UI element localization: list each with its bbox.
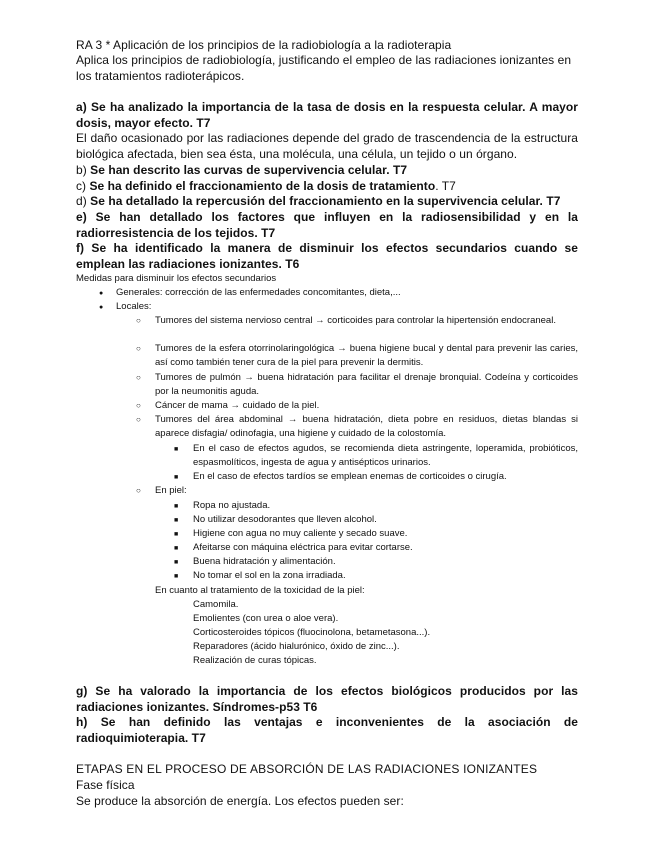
circle-bullet-icon xyxy=(136,342,141,356)
piel-label: En piel: xyxy=(155,485,187,496)
toxicity-item: Realización de curas tópicas. xyxy=(193,655,317,666)
toxicity-item: Corticosteroides tópicos (fluocinolona, betametasona...). xyxy=(193,627,431,638)
square-bullet-icon xyxy=(174,569,178,584)
criterion-f: f) Se ha identificado la manera de disminuir los efectos secundarios cuando se emplean las radiaciones ionizantes. T6 xyxy=(76,241,578,271)
piel-item: Ropa no ajustada. xyxy=(193,500,271,511)
square-bullet-icon xyxy=(174,470,178,485)
criterion-a-text: El daño ocasionado por las radiaciones depende del grado de trascendencia de la estructura biológica afectada, bien sea ésta, una molécula, una célula, un tejido o un órgano. xyxy=(76,131,578,161)
criterion-h: h) Se han definido las ventajas e inconvenientes de la asociación de radioquimioterapia. T7 xyxy=(76,715,578,745)
phase-text: Se produce la absorción de energía. Los efectos pueden ser: xyxy=(76,794,404,808)
piel-item: Afeitarse con máquina eléctrica para evitar cortarse. xyxy=(193,542,413,553)
toxicity-item: Emolientes (con urea o aloe vera). xyxy=(193,613,339,624)
criterion-g: g) Se ha valorado la importancia de los efectos biológicos producidos por las radiaciones ionizantes. Síndromes-p53 T6 xyxy=(76,684,578,714)
circle-bullet-icon xyxy=(136,314,141,328)
square-bullet-icon xyxy=(174,555,178,570)
local-item-abdominal: Tumores del área abdominal → buena hidratación, dieta pobre en residuos, dietas blandas si aparece disfagia/ odinofagia, una higiene y cuidado de la colostomía. xyxy=(155,414,578,439)
piel-item: No utilizar desodorantes que lleven alcohol. xyxy=(193,514,377,525)
criterion-e: e) Se han detallado los factores que influyen en la radiosensibilidad y en la radiorresistencia de los tejidos. T7 xyxy=(76,210,578,240)
measure-locales: Locales: xyxy=(116,301,152,312)
measures-title: Medidas para disminuir los efectos secundarios xyxy=(76,273,277,284)
piel-item: Higiene con agua no muy caliente y secado suave. xyxy=(193,528,408,539)
toxicity-item: Reparadores (ácido hialurónico, óxido de zinc...). xyxy=(193,641,400,652)
piel-item: No tomar el sol en la zona irradiada. xyxy=(193,570,346,581)
criterion-b: b) Se han descrito las curvas de supervivencia celular. T7 xyxy=(76,163,408,177)
ra-description: Aplica los principios de radiobiología, justificando el empleo de las radiaciones ionizantes en los tratamientos radioterápicos. xyxy=(76,53,572,83)
square-bullet-icon xyxy=(174,513,178,528)
local-item-orl: Tumores de la esfera otorrinolaringológica → buena higiene bucal y dental para prevenir las caries, así como también tener cura de la piel para prevenir la dermitis. xyxy=(155,343,578,368)
square-bullet-icon xyxy=(174,442,178,457)
circle-bullet-icon xyxy=(136,371,141,385)
square-bullet-icon xyxy=(174,541,178,556)
circle-bullet-icon xyxy=(136,484,141,498)
criterion-a: a) Se ha analizado la importancia de la tasa de dosis en la respuesta celular. A mayor dosis, mayor efecto. T7 xyxy=(76,100,578,130)
toxicity-title: En cuanto al tratamiento de la toxicidad de la piel: xyxy=(155,585,365,596)
square-bullet-icon xyxy=(174,499,178,514)
section-heading: ETAPAS EN EL PROCESO DE ABSORCIÓN DE LAS RADIACIONES IONIZANTES xyxy=(76,762,538,776)
measure-generales: Generales: corrección de las enfermedades concomitantes, dieta,... xyxy=(116,287,401,298)
circle-bullet-icon xyxy=(136,399,141,413)
phase-label: Fase física xyxy=(76,778,135,792)
circle-bullet-icon xyxy=(136,413,141,427)
bullet-icon xyxy=(99,300,103,315)
abdominal-sub-tardios: En el caso de efectos tardíos se emplean enemas de corticoides o cirugía. xyxy=(193,471,507,482)
local-item-snc: Tumores del sistema nervioso central → corticoides para controlar la hipertensión endocraneal. xyxy=(155,315,556,326)
criterion-d: d) Se ha detallado la repercusión del fraccionamiento en la supervivencia celular. T7 xyxy=(76,194,561,208)
criterion-c: c) Se ha definido el fraccionamiento de la dosis de tratamiento. T7 xyxy=(76,179,456,193)
toxicity-item: Camomila. xyxy=(193,599,239,610)
piel-item: Buena hidratación y alimentación. xyxy=(193,556,336,567)
bullet-icon xyxy=(99,286,103,301)
local-item-pulmon: Tumores de pulmón → buena hidratación para facilitar el drenaje bronquial. Codeína y corticoides por la neumonitis aguda. xyxy=(155,372,578,397)
abdominal-sub-agudos: En el caso de efectos agudos, se recomienda dieta astringente, loperamida, probióticos, espasmolíticos, ingesta de agua y antisépticos urinarios. xyxy=(193,443,578,468)
ra-title: RA 3 * Aplicación de los principios de la radiobiología a la radioterapia xyxy=(76,38,452,52)
local-item-mama: Cáncer de mama → cuidado de la piel. xyxy=(155,400,320,411)
square-bullet-icon xyxy=(174,527,178,542)
